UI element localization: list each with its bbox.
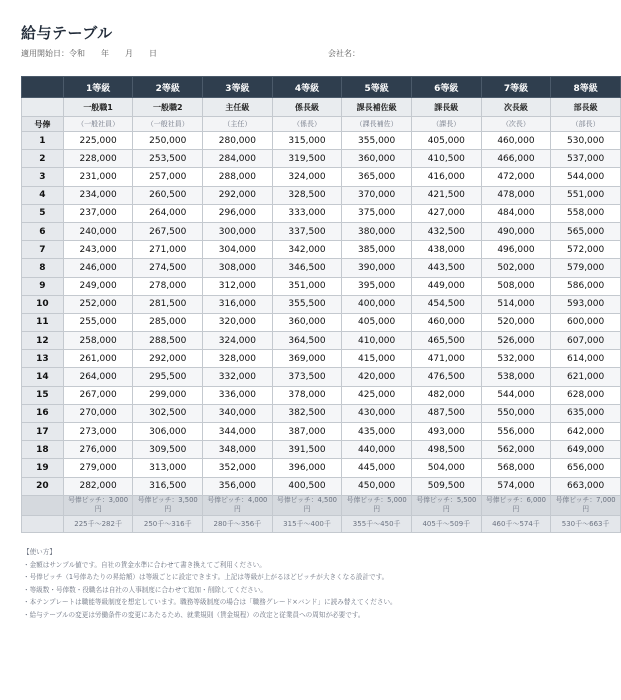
- salary-cell: 565,000: [551, 222, 621, 240]
- grade-header: 1等級: [63, 77, 133, 98]
- table-row: [22, 423, 621, 441]
- salary-cell: 642,000: [551, 423, 621, 441]
- salary-cell: 288,000: [203, 168, 273, 186]
- step-number: 5: [22, 204, 64, 222]
- usage-note: ・本テンプレートは職能等級制度を想定しています。職務等級制度の場合は「職務グレード×バンド」に読み替えてください。: [23, 598, 397, 606]
- salary-cell: 336,000: [203, 386, 273, 404]
- salary-cell: 449,000: [411, 277, 481, 295]
- salary-cell: 493,000: [411, 423, 481, 441]
- range-cell: 225千〜282千: [63, 515, 133, 532]
- salary-cell: 228,000: [63, 150, 133, 168]
- table-row: [22, 350, 621, 368]
- salary-cell: 348,000: [203, 441, 273, 459]
- role-header: 一般職1: [63, 98, 133, 117]
- table-row: [22, 259, 621, 277]
- salary-cell: 614,000: [551, 350, 621, 368]
- salary-cell: 471,000: [411, 350, 481, 368]
- salary-cell: 355,000: [342, 132, 412, 150]
- salary-cell: 532,000: [481, 350, 551, 368]
- salary-table-container: [21, 76, 616, 533]
- salary-cell: 628,000: [551, 386, 621, 404]
- step-column-header: 号俸: [22, 117, 64, 132]
- salary-cell: 425,000: [342, 386, 412, 404]
- salary-cell: 315,000: [272, 132, 342, 150]
- salary-cell: 324,000: [203, 332, 273, 350]
- step-number: 9: [22, 277, 64, 295]
- pitch-cell: 号俸ピッチ：3,500円: [133, 495, 203, 515]
- company-name-field: 会社名：: [328, 49, 360, 58]
- salary-cell: 484,000: [481, 204, 551, 222]
- grade-header: 8等級: [551, 77, 621, 98]
- salary-cell: 267,000: [63, 386, 133, 404]
- salary-cell: 369,000: [272, 350, 342, 368]
- salary-cell: 435,000: [342, 423, 412, 441]
- step-number: 19: [22, 459, 64, 477]
- salary-cell: 432,500: [411, 222, 481, 240]
- salary-cell: 391,500: [272, 441, 342, 459]
- step-number: 12: [22, 332, 64, 350]
- salary-cell: 243,000: [63, 241, 133, 259]
- salary-cell: 465,500: [411, 332, 481, 350]
- salary-cell: 380,000: [342, 222, 412, 240]
- salary-cell: 264,000: [63, 368, 133, 386]
- salary-cell: 378,000: [272, 386, 342, 404]
- salary-cell: 292,000: [203, 186, 273, 204]
- salary-cell: 299,000: [133, 386, 203, 404]
- pitch-cell: 号俸ピッチ：7,000円: [551, 495, 621, 515]
- salary-cell: 544,000: [551, 168, 621, 186]
- salary-cell: 279,000: [63, 459, 133, 477]
- salary-cell: 375,000: [342, 204, 412, 222]
- role-header: 主任級: [203, 98, 273, 117]
- table-row: [22, 441, 621, 459]
- salary-cell: 360,000: [342, 150, 412, 168]
- table-row: [22, 386, 621, 404]
- header-corner: [22, 77, 64, 98]
- step-number: 15: [22, 386, 64, 404]
- salary-cell: 288,500: [133, 332, 203, 350]
- salary-cell: 273,000: [63, 423, 133, 441]
- salary-cell: 562,000: [481, 441, 551, 459]
- salary-cell: 355,500: [272, 295, 342, 313]
- salary-cell: 225,000: [63, 132, 133, 150]
- example-position: （一般社員）: [63, 117, 133, 132]
- salary-cell: 415,000: [342, 350, 412, 368]
- table-row: [22, 459, 621, 477]
- range-cell: 355千〜450千: [342, 515, 412, 532]
- salary-cell: 635,000: [551, 404, 621, 422]
- salary-cell: 656,000: [551, 459, 621, 477]
- salary-cell: 276,000: [63, 441, 133, 459]
- role-header: 課長級: [411, 98, 481, 117]
- pitch-cell: 号俸ピッチ：4,000円: [203, 495, 273, 515]
- salary-cell: 572,000: [551, 241, 621, 259]
- salary-cell: 450,000: [342, 477, 412, 495]
- step-number: 14: [22, 368, 64, 386]
- salary-cell: 440,000: [342, 441, 412, 459]
- table-row: [22, 168, 621, 186]
- salary-cell: 460,000: [481, 132, 551, 150]
- example-position: （係長）: [272, 117, 342, 132]
- salary-cell: 324,000: [272, 168, 342, 186]
- salary-cell: 360,000: [272, 313, 342, 331]
- grade-header: 6等級: [411, 77, 481, 98]
- salary-cell: 400,000: [342, 295, 412, 313]
- salary-cell: 509,500: [411, 477, 481, 495]
- role-header: 次長級: [481, 98, 551, 117]
- salary-cell: 405,000: [411, 132, 481, 150]
- salary-cell: 249,000: [63, 277, 133, 295]
- example-position: （次長）: [481, 117, 551, 132]
- table-row: [22, 295, 621, 313]
- salary-cell: 400,500: [272, 477, 342, 495]
- table-row: [22, 204, 621, 222]
- range-cell: 250千〜316千: [133, 515, 203, 532]
- salary-cell: 346,500: [272, 259, 342, 277]
- salary-cell: 430,000: [342, 404, 412, 422]
- grade-header: 7等級: [481, 77, 551, 98]
- table-row: [22, 477, 621, 495]
- salary-cell: 257,000: [133, 168, 203, 186]
- salary-cell: 237,000: [63, 204, 133, 222]
- range-row-label: [22, 515, 64, 532]
- usage-notes: [23, 546, 397, 621]
- salary-cell: 593,000: [551, 295, 621, 313]
- salary-cell: 300,000: [203, 222, 273, 240]
- role-header: 課長補佐級: [342, 98, 412, 117]
- salary-cell: 304,000: [203, 241, 273, 259]
- salary-cell: 337,500: [272, 222, 342, 240]
- salary-cell: 373,500: [272, 368, 342, 386]
- pitch-cell: 号俸ピッチ：3,000円: [63, 495, 133, 515]
- salary-cell: 313,000: [133, 459, 203, 477]
- table-row: [22, 186, 621, 204]
- step-number: 3: [22, 168, 64, 186]
- salary-cell: 438,000: [411, 241, 481, 259]
- salary-cell: 365,000: [342, 168, 412, 186]
- salary-cell: 410,500: [411, 150, 481, 168]
- salary-cell: 396,000: [272, 459, 342, 477]
- salary-cell: 490,000: [481, 222, 551, 240]
- salary-cell: 478,000: [481, 186, 551, 204]
- salary-cell: 600,000: [551, 313, 621, 331]
- salary-cell: 332,000: [203, 368, 273, 386]
- salary-cell: 284,000: [203, 150, 273, 168]
- salary-cell: 410,000: [342, 332, 412, 350]
- salary-cell: 387,000: [272, 423, 342, 441]
- salary-cell: 328,000: [203, 350, 273, 368]
- table-row: [22, 332, 621, 350]
- salary-cell: 502,000: [481, 259, 551, 277]
- salary-cell: 405,000: [342, 313, 412, 331]
- salary-cell: 482,000: [411, 386, 481, 404]
- grade-header: 4等級: [272, 77, 342, 98]
- salary-cell: 253,500: [133, 150, 203, 168]
- salary-cell: 416,000: [411, 168, 481, 186]
- step-number: 13: [22, 350, 64, 368]
- salary-cell: 306,000: [133, 423, 203, 441]
- grade-header: 3等級: [203, 77, 273, 98]
- salary-cell: 579,000: [551, 259, 621, 277]
- step-number: 20: [22, 477, 64, 495]
- salary-cell: 280,000: [203, 132, 273, 150]
- usage-note: ・金額はサンプル値です。自社の賃金水準に合わせて書き換えてご利用ください。: [23, 560, 266, 569]
- range-cell: 460千〜574千: [481, 515, 551, 532]
- salary-cell: 621,000: [551, 368, 621, 386]
- salary-cell: 472,000: [481, 168, 551, 186]
- grade-header: 2等級: [133, 77, 203, 98]
- salary-cell: 352,000: [203, 459, 273, 477]
- usage-note: ・給与テーブルの変更は労働条件の変更にあたるため、就業規則（賃金規程）の改定と従業員への周知が必要です。: [23, 610, 365, 619]
- step-number: 2: [22, 150, 64, 168]
- salary-cell: 231,000: [63, 168, 133, 186]
- example-position: （部長）: [551, 117, 621, 132]
- role-header: 一般職2: [133, 98, 203, 117]
- salary-cell: 586,000: [551, 277, 621, 295]
- salary-cell: 538,000: [481, 368, 551, 386]
- salary-cell: 292,000: [133, 350, 203, 368]
- salary-cell: 395,000: [342, 277, 412, 295]
- pitch-cell: 号俸ピッチ：6,000円: [481, 495, 551, 515]
- header-corner: [22, 98, 64, 117]
- step-number: 11: [22, 313, 64, 331]
- salary-cell: 526,000: [481, 332, 551, 350]
- salary-cell: 316,500: [133, 477, 203, 495]
- pitch-row: [22, 495, 621, 515]
- pitch-row-label: [22, 495, 64, 515]
- salary-cell: 496,000: [481, 241, 551, 259]
- salary-cell: 466,000: [481, 150, 551, 168]
- role-header-row: [22, 98, 621, 117]
- salary-cell: 550,000: [481, 404, 551, 422]
- salary-cell: 530,000: [551, 132, 621, 150]
- salary-cell: 234,000: [63, 186, 133, 204]
- table-row: [22, 222, 621, 240]
- step-number: 16: [22, 404, 64, 422]
- salary-cell: 356,000: [203, 477, 273, 495]
- table-row: [22, 368, 621, 386]
- example-position: （主任）: [203, 117, 273, 132]
- salary-cell: 443,500: [411, 259, 481, 277]
- salary-cell: 342,000: [272, 241, 342, 259]
- salary-cell: 504,000: [411, 459, 481, 477]
- salary-cell: 544,000: [481, 386, 551, 404]
- pitch-cell: 号俸ピッチ：5,000円: [342, 495, 412, 515]
- table-row: [22, 277, 621, 295]
- step-number: 8: [22, 259, 64, 277]
- table-row: [22, 404, 621, 422]
- salary-cell: 250,000: [133, 132, 203, 150]
- salary-cell: 382,500: [272, 404, 342, 422]
- salary-cell: 556,000: [481, 423, 551, 441]
- role-header: 部長級: [551, 98, 621, 117]
- salary-cell: 255,000: [63, 313, 133, 331]
- salary-cell: 420,000: [342, 368, 412, 386]
- salary-cell: 551,000: [551, 186, 621, 204]
- salary-cell: 351,000: [272, 277, 342, 295]
- salary-cell: 487,500: [411, 404, 481, 422]
- salary-cell: 344,000: [203, 423, 273, 441]
- salary-cell: 663,000: [551, 477, 621, 495]
- range-row: [22, 515, 621, 532]
- table-row: [22, 150, 621, 168]
- salary-cell: 454,500: [411, 295, 481, 313]
- salary-cell: 260,500: [133, 186, 203, 204]
- salary-cell: 271,000: [133, 241, 203, 259]
- salary-cell: 514,000: [481, 295, 551, 313]
- salary-cell: 649,000: [551, 441, 621, 459]
- usage-note: ・等級数・号俸数・役職名は自社の人事制度に合わせて追加・削除してください。: [23, 585, 267, 594]
- salary-cell: 270,000: [63, 404, 133, 422]
- grade-header-row: [22, 77, 621, 98]
- page-title: 給与テーブル: [21, 24, 113, 42]
- example-header-row: [22, 117, 621, 132]
- usage-notes-heading: 【使い方】: [23, 548, 56, 556]
- step-number: 7: [22, 241, 64, 259]
- salary-cell: 328,500: [272, 186, 342, 204]
- table-row: [22, 313, 621, 331]
- pitch-cell: 号俸ピッチ：5,500円: [411, 495, 481, 515]
- salary-cell: 312,000: [203, 277, 273, 295]
- salary-cell: 316,000: [203, 295, 273, 313]
- salary-cell: 281,500: [133, 295, 203, 313]
- step-number: 10: [22, 295, 64, 313]
- range-cell: 530千〜663千: [551, 515, 621, 532]
- salary-cell: 240,000: [63, 222, 133, 240]
- usage-note: ・号俸ピッチ（1号俸あたりの昇給額）は等級ごとに設定できます。上記は等級が上がるほどピッチが大きくなる設計です。: [23, 573, 389, 581]
- effective-date-field: 適用開始日：令和 年 月 日: [21, 49, 157, 58]
- salary-cell: 445,000: [342, 459, 412, 477]
- salary-cell: 558,000: [551, 204, 621, 222]
- salary-cell: 574,000: [481, 477, 551, 495]
- salary-cell: 537,000: [551, 150, 621, 168]
- grade-header: 5等級: [342, 77, 412, 98]
- salary-cell: 333,000: [272, 204, 342, 222]
- salary-cell: 340,000: [203, 404, 273, 422]
- salary-cell: 282,000: [63, 477, 133, 495]
- salary-cell: 246,000: [63, 259, 133, 277]
- salary-cell: 302,500: [133, 404, 203, 422]
- range-cell: 280千〜356千: [203, 515, 273, 532]
- salary-cell: 319,500: [272, 150, 342, 168]
- salary-cell: 427,000: [411, 204, 481, 222]
- role-header: 係長級: [272, 98, 342, 117]
- table-row: [22, 241, 621, 259]
- salary-cell: 460,000: [411, 313, 481, 331]
- example-position: （課長）: [411, 117, 481, 132]
- salary-cell: 385,000: [342, 241, 412, 259]
- salary-table-body: [22, 132, 621, 496]
- salary-cell: 267,500: [133, 222, 203, 240]
- range-cell: 405千〜509千: [411, 515, 481, 532]
- salary-cell: 252,000: [63, 295, 133, 313]
- range-cell: 315千〜400千: [272, 515, 342, 532]
- step-number: 17: [22, 423, 64, 441]
- salary-cell: 390,000: [342, 259, 412, 277]
- step-number: 1: [22, 132, 64, 150]
- salary-cell: 568,000: [481, 459, 551, 477]
- salary-cell: 476,500: [411, 368, 481, 386]
- salary-cell: 274,500: [133, 259, 203, 277]
- salary-cell: 520,000: [481, 313, 551, 331]
- salary-cell: 364,500: [272, 332, 342, 350]
- salary-cell: 258,000: [63, 332, 133, 350]
- salary-cell: 498,500: [411, 441, 481, 459]
- salary-cell: 285,000: [133, 313, 203, 331]
- salary-cell: 370,000: [342, 186, 412, 204]
- salary-cell: 264,000: [133, 204, 203, 222]
- step-number: 4: [22, 186, 64, 204]
- salary-cell: 295,500: [133, 368, 203, 386]
- example-position: （一般社員）: [133, 117, 203, 132]
- salary-cell: 320,000: [203, 313, 273, 331]
- salary-cell: 296,000: [203, 204, 273, 222]
- step-number: 6: [22, 222, 64, 240]
- pitch-cell: 号俸ピッチ：4,500円: [272, 495, 342, 515]
- salary-cell: 309,500: [133, 441, 203, 459]
- salary-cell: 607,000: [551, 332, 621, 350]
- table-row: [22, 132, 621, 150]
- salary-cell: 508,000: [481, 277, 551, 295]
- salary-cell: 308,000: [203, 259, 273, 277]
- salary-cell: 421,500: [411, 186, 481, 204]
- salary-table: [21, 76, 621, 533]
- salary-cell: 278,000: [133, 277, 203, 295]
- salary-cell: 261,000: [63, 350, 133, 368]
- step-number: 18: [22, 441, 64, 459]
- example-position: （課長補佐）: [342, 117, 412, 132]
